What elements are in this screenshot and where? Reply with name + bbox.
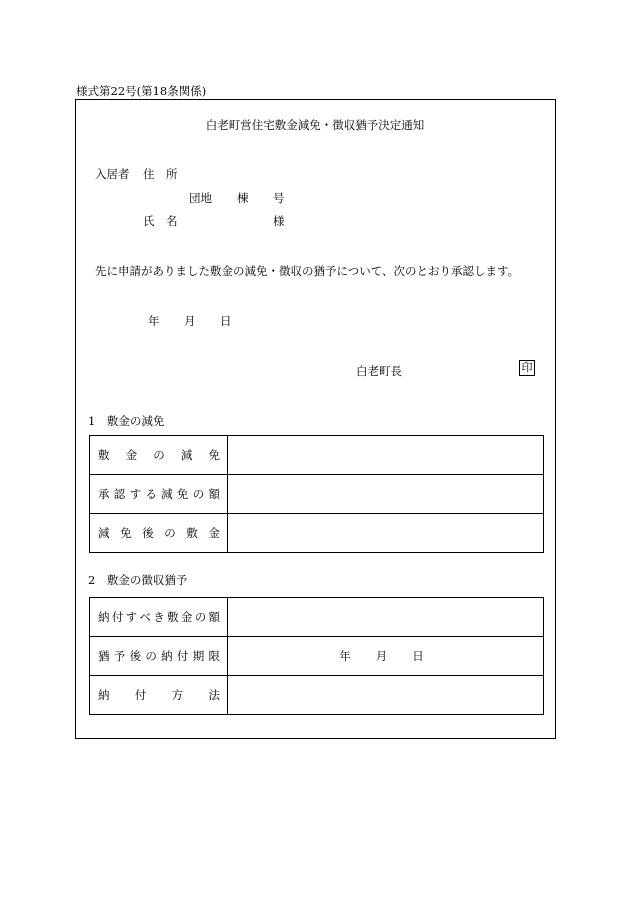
row-label (90, 514, 228, 553)
row-label (90, 637, 228, 676)
label-char: 付 (134, 688, 147, 702)
date-month: 月 (184, 314, 196, 328)
label-char: 限 (208, 649, 220, 663)
deadline-year: 年 (339, 649, 351, 663)
label-char: 後 (142, 526, 154, 540)
label-char: 金 (180, 610, 193, 624)
label-char: 免 (208, 448, 220, 462)
row-label (90, 598, 228, 637)
label-char: 猶 (98, 649, 110, 663)
label-char: 納 (98, 688, 110, 702)
label-char: 承 (98, 487, 110, 501)
label-char: る (145, 487, 157, 501)
label-char: 減 (98, 526, 110, 540)
value-cell[interactable] (228, 475, 544, 514)
value-cell[interactable] (228, 598, 544, 637)
address-label: 住 所 (143, 167, 178, 181)
table-row (90, 436, 544, 475)
row-label (90, 475, 228, 514)
label-char: 額 (208, 487, 220, 501)
label-char: 額 (208, 610, 220, 624)
issuer-name: 白老町長 (356, 364, 402, 378)
value-cell[interactable] (228, 514, 544, 553)
label-char: 期 (192, 649, 205, 663)
row-label (90, 436, 228, 475)
table-row (90, 475, 544, 514)
label-char: 敷 (98, 448, 110, 462)
gou-label: 号 (273, 191, 285, 205)
label-char: 付 (176, 649, 189, 663)
table-row (90, 637, 544, 676)
label-char: 減 (161, 487, 173, 501)
table-row (90, 676, 544, 715)
deadline-cell[interactable] (228, 637, 544, 676)
section2-table (89, 597, 544, 715)
label-char: の (194, 610, 207, 624)
label-char: 方 (171, 688, 184, 702)
label-char: き (153, 610, 165, 624)
label-char: の (145, 649, 157, 663)
label-char: の (153, 448, 165, 462)
label-char: 免 (120, 526, 132, 540)
date-year: 年 (148, 314, 160, 328)
label-char: す (129, 487, 142, 501)
label-char: 後 (129, 649, 142, 663)
value-cell[interactable] (228, 676, 544, 715)
section1-table (89, 435, 544, 553)
label-char: 納 (98, 610, 110, 624)
body-text: 先に申請がありました敷金の減免・徴収の猶予について、次のとおり承認します。 (95, 264, 520, 278)
table-row (90, 514, 544, 553)
value-cell[interactable] (228, 436, 544, 475)
label-char: 減 (180, 448, 193, 462)
section1-heading: 1 敷金の減免 (88, 414, 165, 428)
spaced-label (90, 648, 227, 664)
label-char: の (164, 526, 176, 540)
label-char: 金 (125, 448, 138, 462)
spaced-label (90, 687, 227, 703)
row-label (90, 676, 228, 715)
recipient-label: 入居者 (95, 167, 130, 181)
spaced-label (90, 525, 227, 541)
danchi-label: 団地 (189, 191, 212, 205)
label-char: 敷 (167, 610, 179, 624)
name-label: 氏 名 (143, 214, 178, 228)
label-char: 敷 (186, 526, 198, 540)
deadline-month: 月 (375, 649, 388, 663)
label-char: 付 (111, 610, 124, 624)
label-char: 予 (113, 649, 126, 663)
label-char: の (192, 487, 205, 501)
form-number: 様式第22号(第18条関係) (76, 84, 207, 98)
deadline-day: 日 (412, 649, 424, 663)
label-char: 金 (208, 526, 220, 540)
label-char: 納 (161, 649, 173, 663)
label-char: 免 (176, 487, 189, 501)
label-char: 法 (208, 688, 220, 702)
tou-label: 棟 (237, 191, 249, 205)
honorific: 様 (273, 214, 285, 228)
spaced-label (90, 609, 227, 625)
spaced-label (90, 486, 227, 502)
label-char: す (125, 610, 138, 624)
document-title: 白老町営住宅敷金減免・徴収猶予決定通知 (205, 118, 425, 132)
label-char: 認 (113, 487, 126, 501)
date-day: 日 (220, 314, 232, 328)
seal-mark: 印 (519, 360, 535, 376)
spaced-label (90, 447, 227, 463)
section2-heading: 2 敷金の徴収猶予 (88, 573, 188, 587)
label-char: べ (139, 610, 151, 624)
table-row (90, 598, 544, 637)
